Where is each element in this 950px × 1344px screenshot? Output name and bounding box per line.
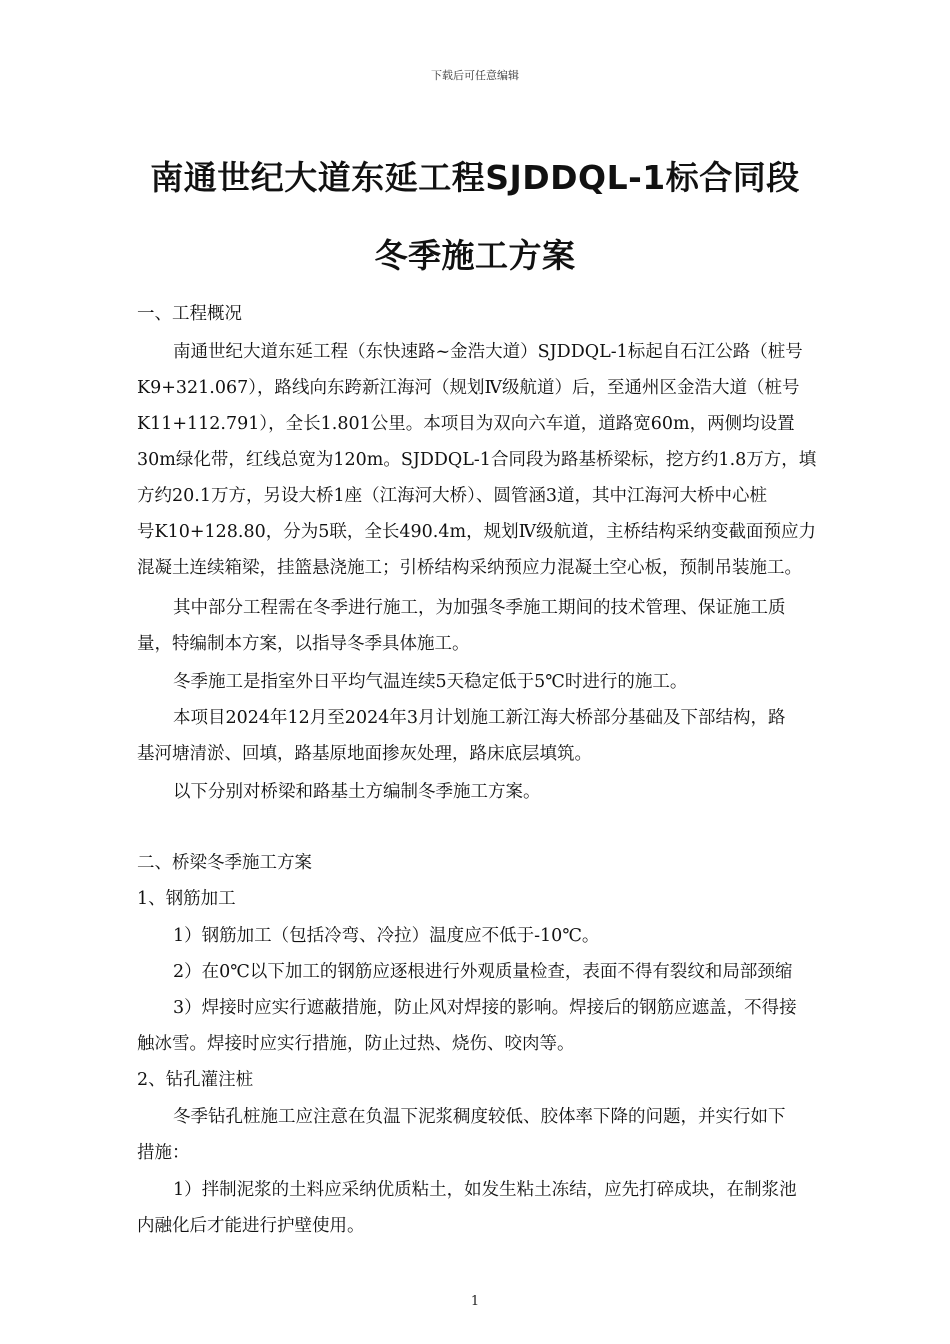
paragraph-line: 30m绿化带，红线总宽为120m。SJDDQL-1合同段为路基桥梁标，挖方约1.8万方，填 <box>137 450 817 470</box>
section-heading: 一、工程概况 <box>137 304 242 324</box>
list-item: 1）钢筋加工（包括冷弯、冷拉）温度应不低于-10℃。 <box>173 926 600 946</box>
paragraph-line: 冬季施工是指室外日平均气温连续5天稳定低于5℃时进行的施工。 <box>173 672 688 692</box>
paragraph-line: 措施： <box>137 1143 190 1163</box>
paragraph-line: 本项目2024年12月至2024年3月计划施工新江海大桥部分基础及下部结构，路 <box>173 708 786 728</box>
paragraph-line: 量，特编制本方案，以指导冬季具体施工。 <box>137 634 470 654</box>
section-heading: 二、桥梁冬季施工方案 <box>137 853 312 873</box>
paragraph-line: 冬季钻孔桩施工应注意在负温下泥浆稠度较低、胶体率下降的问题，并实行如下 <box>173 1107 786 1127</box>
paragraph-line: K9+321.067），路线向东跨新江海河（规划Ⅳ级航道）后，至通州区金浩大道（桩号 <box>137 378 800 398</box>
document-title-line-2: 冬季施工方案 <box>374 236 576 275</box>
list-item: 2）在0℃以下加工的钢筋应逐根进行外观质量检查，表面不得有裂纹和局部颈缩 <box>173 962 793 982</box>
subsection-heading: 2、钻孔灌注桩 <box>137 1070 254 1090</box>
paragraph-line: 方约20.1万方，另设大桥1座（江海河大桥）、圆管涵3道，其中江海河大桥中心桩 <box>137 486 767 506</box>
paragraph-line: 混凝土连续箱梁，挂篮悬浇施工；引桥结构采纳预应力混凝土空心板，预制吊装施工。 <box>137 558 802 578</box>
page-number: 1 <box>470 1294 480 1309</box>
list-item: 1）拌制泥浆的土料应采纳优质粘土，如发生粘土冻结，应先打碎成块，在制浆池 <box>173 1180 797 1200</box>
list-item: 3）焊接时应实行遮蔽措施，防止风对焊接的影响。焊接后的钢筋应遮盖，不得接 <box>173 998 797 1018</box>
paragraph-line: 以下分别对桥梁和路基土方编制冬季施工方案。 <box>173 782 541 802</box>
paragraph-line: 号K10+128.80，分为5联，全长490.4m，规划Ⅳ级航道，主桥结构采纳变截面预应力 <box>137 522 817 542</box>
paragraph-line: 触冰雪。焊接时应实行措施，防止过热、烧伤、咬肉等。 <box>137 1034 575 1054</box>
paragraph-line: K11+112.791），全长1.801公里。本项目为双向六车道，道路宽60m，两侧均设置 <box>137 414 795 434</box>
document-title-line-1: 南通世纪大道东延工程SJDDQL-1标合同段 <box>150 158 800 197</box>
paragraph-line: 南通世纪大道东延工程（东快速路~金浩大道）SJDDQL-1标起自石江公路（桩号 <box>173 342 803 362</box>
subsection-heading: 1、钢筋加工 <box>137 889 236 909</box>
paragraph-line: 基河塘清淤、回填，路基原地面掺灰处理，路床底层填筑。 <box>137 744 592 764</box>
paragraph-line: 内融化后才能进行护壁使用。 <box>137 1216 365 1236</box>
page-header: 下载后可任意编辑 <box>431 69 519 82</box>
paragraph-line: 其中部分工程需在冬季进行施工，为加强冬季施工期间的技术管理、保证施工质 <box>173 598 786 618</box>
